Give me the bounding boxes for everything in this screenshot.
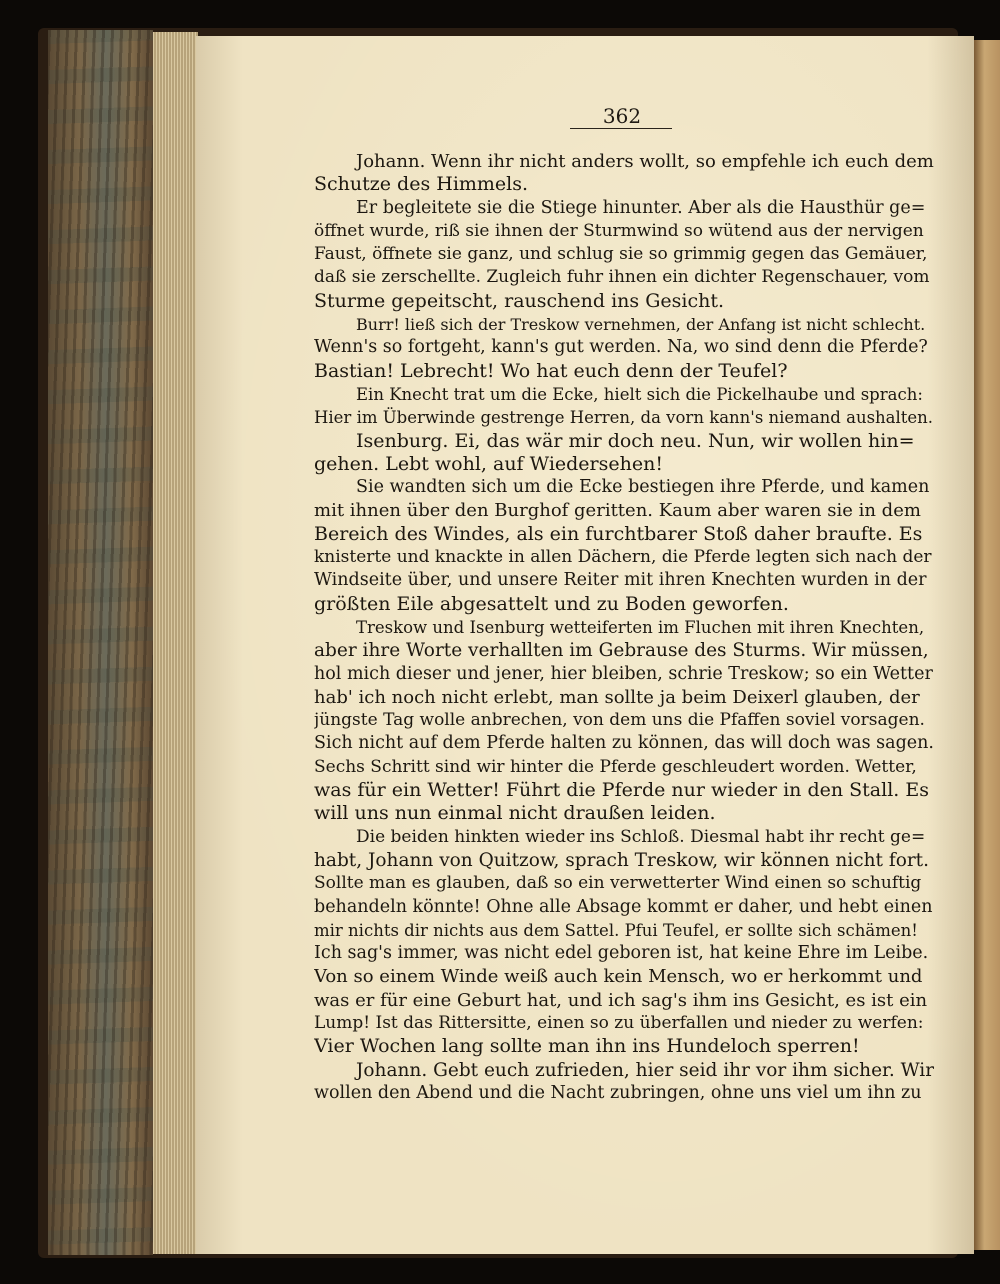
text-line: Treskow und Isenburg wetteiferten im Fluchen mit ihren Knechten, xyxy=(356,617,925,637)
text-line: mit ihnen über den Burghof geritten. Kaum aber waren sie in dem xyxy=(314,500,921,522)
text-line: Sechs Schritt sind wir hinter die Pferde geschleudert worden. Wetter, xyxy=(314,756,917,777)
facing-page-edge xyxy=(974,40,1000,1250)
text-line: Johann. Gebt euch zufrieden, hier seid ihr vor ihm sicher. Wir xyxy=(356,1059,934,1081)
text-line: jüngste Tag wolle anbrechen, von dem uns die Pfaffen soviel vorsagen. xyxy=(314,710,925,731)
text-line: hol mich dieser und jener, hier bleiben, schrie Treskow; so ein Wetter xyxy=(314,663,933,684)
text-line: Windseite über, und unsere Reiter mit ihren Knechten wurden in der xyxy=(314,570,927,591)
text-line: aber ihre Worte verhallten im Gebrause des Sturms. Wir müssen, xyxy=(314,640,929,662)
text-line: Bastian! Lebrecht! Wo hat euch denn der Teufel? xyxy=(314,359,788,382)
text-line: Bereich des Windes, als ein furchtbarer Stoß daher braufte. Es xyxy=(314,522,923,545)
text-line: Hier im Überwinde gestrenge Herren, da vorn kann's niemand aushalten. xyxy=(314,408,934,428)
page-number: 362 xyxy=(602,104,642,128)
text-line: daß sie zerschellte. Zugleich fuhr ihnen ein dichter Regenschauer, vom xyxy=(314,267,930,288)
text-line: Ein Knecht trat um die Ecke, hielt sich die Pickelhaube und sprach: xyxy=(356,384,923,404)
text-line: hab' ich noch nicht erlebt, man sollte ja beim Deixerl glauben, der xyxy=(314,686,920,708)
text-line: knisterte und knackte in allen Dächern, die Pferde legten sich nach der xyxy=(314,547,932,568)
text-line: Ich sag's immer, was nicht edel geboren ist, hat keine Ehre im Leibe. xyxy=(314,943,929,964)
text-line: Er begleitete sie die Stiege hinunter. Aber als die Hausthür ge= xyxy=(356,197,926,218)
text-line: was für ein Wetter! Führt die Pferde nur wieder in den Stall. Es xyxy=(314,779,929,802)
text-line: Burr! ließ sich der Treskow vernehmen, der Anfang ist nicht schlecht. xyxy=(356,315,926,335)
text-line: wollen den Abend und die Nacht zubringen, ohne uns viel um ihn zu xyxy=(314,1082,922,1103)
text-line: Von so einem Winde weiß auch kein Mensch, wo er herkommt und xyxy=(314,966,923,988)
text-line: Lump! Ist das Rittersitte, einen so zu überfallen und nieder zu werfen: xyxy=(314,1012,924,1033)
text-line: was er für eine Geburt hat, und ich sag's ihm ins Gesicht, es ist ein xyxy=(314,989,928,1011)
text-line: Vier Wochen lang sollte man ihn ins Hundeloch sperren! xyxy=(314,1035,860,1058)
marbled-edge xyxy=(48,30,153,1255)
text-line: öffnet wurde, riß sie ihnen der Sturmwind so wütend aus der nervigen xyxy=(314,220,924,241)
text-line: Sollte man es glauben, daß so ein verwetterter Wind einen so schuftig xyxy=(314,873,922,894)
text-line: Wenn's so fortgeht, kann's gut werden. Na, wo sind denn die Pferde? xyxy=(314,337,928,358)
text-line: Sie wandten sich um die Ecke bestiegen ihre Pferde, und kamen xyxy=(356,477,930,498)
header-rule xyxy=(570,128,672,129)
text-line: mir nichts dir nichts aus dem Sattel. Pfui Teufel, er sollte sich schämen! xyxy=(314,920,918,940)
body-text xyxy=(314,150,934,1105)
text-line: Die beiden hinkten wieder ins Schloß. Diesmal habt ihr recht ge= xyxy=(356,826,926,847)
text-line: Faust, öffnete sie ganz, und schlug sie so grimmig gegen das Gemäuer, xyxy=(314,244,928,265)
text-line: Schutze des Himmels. xyxy=(314,173,529,196)
text-line: habt, Johann von Quitzow, sprach Treskow, wir können nicht fort. xyxy=(314,849,929,871)
text-line: Sturme gepeitscht, rauschend ins Gesicht. xyxy=(314,289,725,312)
text-line: gehen. Lebt wohl, auf Wiedersehen! xyxy=(314,452,663,475)
text-line: Johann. Wenn ihr nicht anders wollt, so empfehle ich euch dem xyxy=(356,151,934,172)
text-line: will uns nun einmal nicht draußen leiden. xyxy=(314,802,716,825)
text-line: Isenburg. Ei, das wär mir doch neu. Nun, wir wollen hin= xyxy=(356,429,915,452)
text-line: Sich nicht auf dem Pferde halten zu können, das will doch was sagen. xyxy=(314,733,934,754)
text-line: größten Eile abgesattelt und zu Boden geworfen. xyxy=(314,592,789,615)
text-line: behandeln könnte! Ohne alle Absage kommt er daher, und hebt einen xyxy=(314,896,933,917)
page-edges xyxy=(153,32,198,1254)
